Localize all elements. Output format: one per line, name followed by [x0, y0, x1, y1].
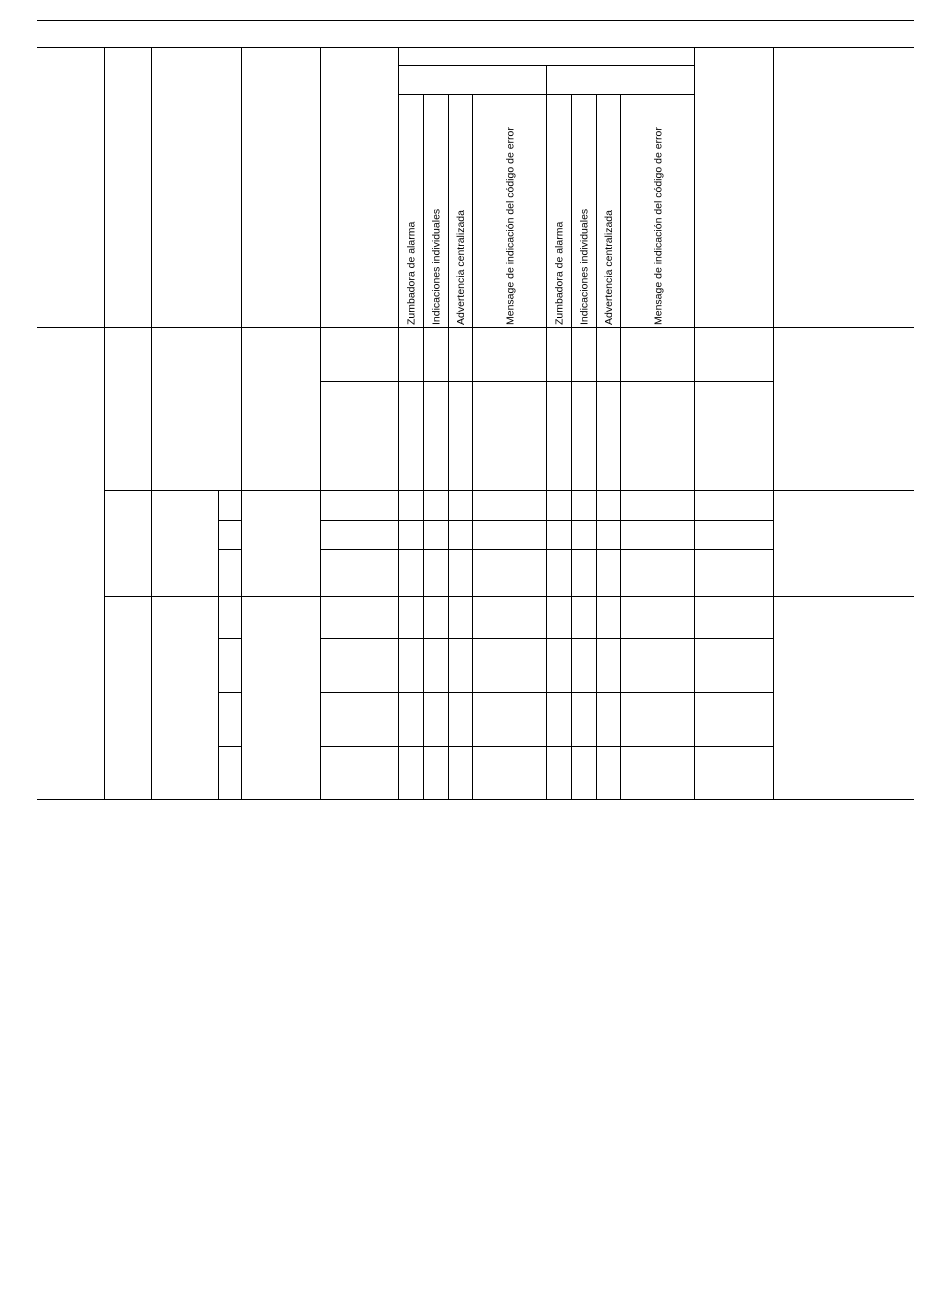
- header-advertencia-2: Advertencia centralizada: [603, 210, 615, 325]
- header-indicaciones-2: Indicaciones individuales: [578, 208, 591, 325]
- header-mensage-1: Mensage de indicación del código de error: [504, 127, 517, 325]
- header-mensage-2: Mensage de indicación del código de error: [652, 127, 665, 325]
- header-indicaciones-1: Indicaciones individuales: [430, 208, 443, 325]
- header-advertencia-1: Advertencia centralizada: [455, 210, 467, 325]
- header-zumbadora-2: Zumbadora de alarma: [553, 221, 566, 325]
- header-zumbadora-1: Zumbadora de alarma: [405, 221, 418, 325]
